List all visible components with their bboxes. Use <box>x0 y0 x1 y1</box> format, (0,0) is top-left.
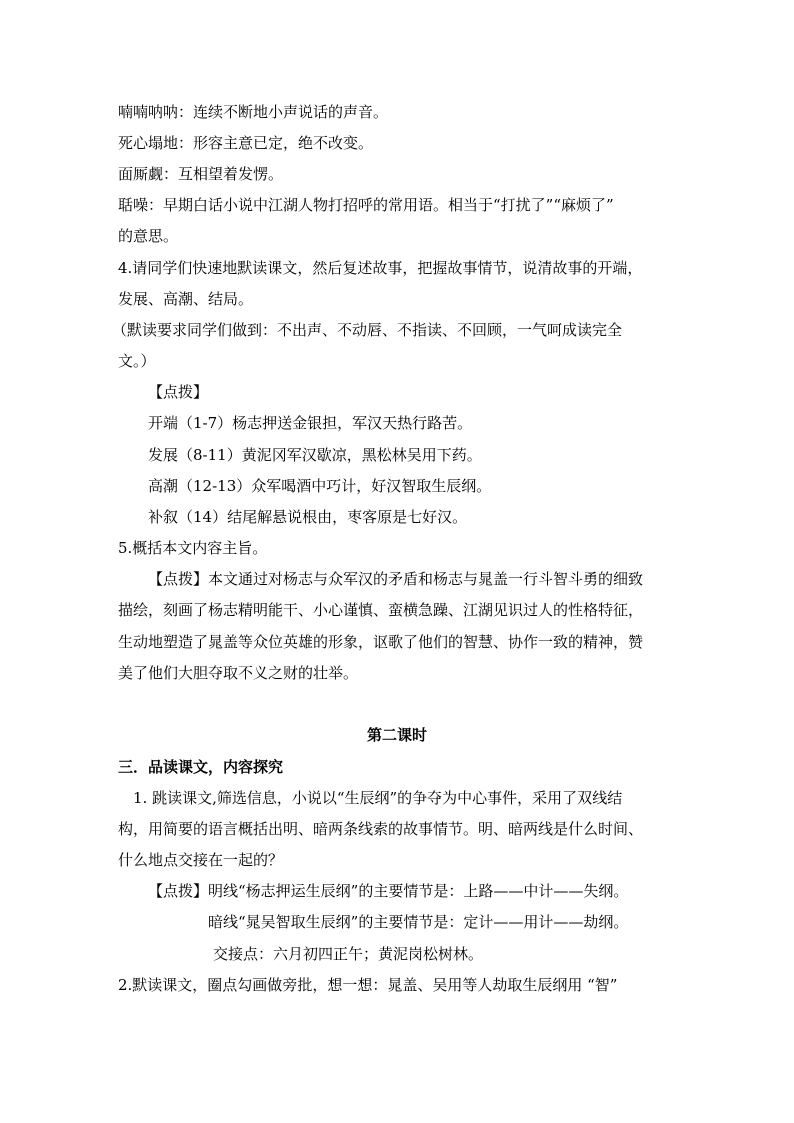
plot-item: 发展（8-11）黄泥冈军汉歇凉，黑松林吴用下药。 <box>148 446 482 464</box>
section-heading: 三．品读课文，内容探究 <box>118 758 284 776</box>
text-line: 【点拨】本文通过对杨志与众军汉的矛盾和杨志与晁盖一行斗智斗勇的细致 <box>148 570 644 588</box>
text-line: 美了他们大胆夺取不义之财的壮举。 <box>118 664 359 682</box>
text-line: 的意思。 <box>118 227 179 245</box>
tip-heading: 【点拨】 <box>148 383 209 401</box>
text-line: 交接点：六月初四正午；黄泥岗松树林。 <box>213 945 484 963</box>
text-line: 暗线“晁吴智取生辰纲”的主要情节是：定计——用计——劫纲。 <box>208 913 629 931</box>
text-line: 2.默读课文，圈点勾画做旁批，想一想：晁盖、吴用等人劫取生辰纲用 “智” <box>118 976 618 994</box>
text-line: 聒噪：早期白话小说中江湖人物打招呼的常用语。相当于“打扰了”“麻烦了” <box>118 196 614 214</box>
text-line: 什么地点交接在一起的？ <box>118 851 284 869</box>
section-title: 第二课时 <box>366 726 427 744</box>
text-line: （默读要求同学们做到：不出声、不动唇、不指读、不回顾，一气呵成读完全 <box>112 321 623 339</box>
text-line: 发展、高潮、结局。 <box>118 290 254 308</box>
plot-item: 补叙（14）结尾解悬说根由，枣客原是七好汉。 <box>148 508 468 526</box>
plot-item: 高潮（12-13）众军喝酒中巧计，好汉智取生辰纲。 <box>148 477 492 495</box>
text-line: 【点拨】明线“杨志押运生辰纲”的主要情节是：上路——中计——失纲。 <box>148 882 629 900</box>
text-line: 喃喃呐呐：连续不断地小声说话的声音。 <box>118 103 389 121</box>
text-line: 描绘，刻画了杨志精明能干、小心谨慎、蛮横急躁、江湖见识过人的性格特征， <box>118 601 644 619</box>
text-line: 生动地塑造了晁盖等众位英雄的形象，讴歌了他们的智慧、协作一致的精神，赞 <box>118 633 644 651</box>
text-line: 面厮觑：互相望着发愣。 <box>118 165 284 183</box>
text-line: 构，用简要的语言概括出明、暗两条线索的故事情节。明、暗两线是什么时间、 <box>118 820 644 838</box>
text-line: 4.请同学们快速地默读课文，然后复述故事，把握故事情节，说清故事的开端， <box>118 259 643 277</box>
text-line: 5.概括本文内容主旨。 <box>118 539 268 557</box>
text-line: 1. 跳读课文,筛选信息，小说以“生辰纲”的争夺为中心事件，采用了双线结 <box>133 789 623 807</box>
text-line: 文。） <box>118 352 156 370</box>
text-line: 死心塌地：形容主意已定，绝不改变。 <box>118 134 374 152</box>
plot-item: 开端（1-7）杨志押送金银担，军汉天热行路苦。 <box>148 414 473 432</box>
